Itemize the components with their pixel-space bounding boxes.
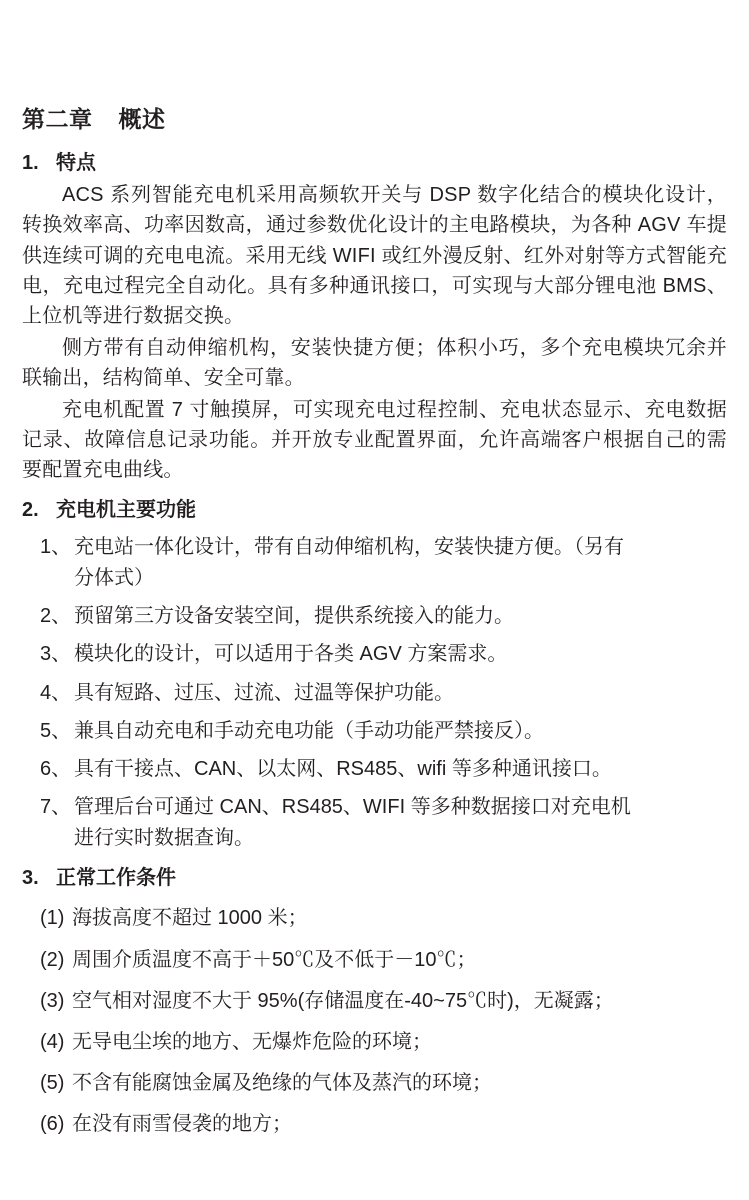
list-text: 兼具自动充电和手动充电功能（手动功能严禁接反）。 <box>74 719 544 742</box>
list-text: 预留第三方设备安装空间，提供系统接入的能力。 <box>74 605 514 628</box>
section-operating-conditions <box>22 864 727 1140</box>
section-title: 充电机主要功能 <box>56 498 196 521</box>
list-item <box>22 678 727 709</box>
list-marker: (2) <box>40 948 65 971</box>
list-text <box>74 532 727 594</box>
list-item <box>22 754 727 785</box>
list-item <box>22 1109 727 1140</box>
list-item <box>22 903 727 934</box>
list-text-line: 管理后台可通过 CAN、RS485、WIFI 等多种数据接口对充电机 <box>74 796 631 819</box>
list-text: 具有短路、过压、过流、过温等保护功能。 <box>74 681 454 704</box>
list-item <box>22 792 727 854</box>
paragraph: 充电机配置 7 寸触摸屏，可实现充电过程控制、充电状态显示、充电数据记录、故障信息记录功能。并开放专业配置界面，允许高端客户根据自己的需要配置充电曲线。 <box>22 398 727 482</box>
page-title <box>22 105 727 135</box>
list-text: 不含有能腐蚀金属及绝缘的气体及蒸汽的环境； <box>72 1072 492 1095</box>
function-list <box>22 532 727 855</box>
paragraph: 侧方带有自动伸缩机构，安装快捷方便；体积小巧，多个充电模块冗余并联输出，结构简单、安全可靠。 <box>22 336 727 390</box>
list-item <box>22 986 727 1017</box>
list-text: 具有干接点、CAN、以太网、RS485、wifi 等多种通讯接口。 <box>74 757 612 780</box>
list-item <box>22 639 727 670</box>
list-item <box>22 716 727 747</box>
list-marker: 5、 <box>40 719 72 742</box>
list-text: 海拔高度不超过 1000 米； <box>72 907 308 930</box>
list-item <box>22 532 727 594</box>
list-marker: (1) <box>40 907 65 930</box>
list-item <box>22 1068 727 1099</box>
section-title: 特点 <box>56 151 96 174</box>
list-marker: 6、 <box>40 757 72 780</box>
list-marker: (4) <box>40 1031 65 1054</box>
section-heading <box>22 149 727 178</box>
list-text: 在没有雨雪侵袭的地方； <box>72 1113 292 1136</box>
list-text: 无导电尘埃的地方、无爆炸危险的环境； <box>72 1031 432 1054</box>
section-number: 1. <box>22 151 39 174</box>
list-item <box>22 945 727 976</box>
section-main-functions <box>22 496 727 855</box>
list-text: 空气相对湿度不大于 95%(存储温度在-40~75℃时)，无凝露； <box>72 989 614 1012</box>
list-item <box>22 1027 727 1058</box>
list-text: 模块化的设计，可以适用于各类 AGV 方案需求。 <box>74 643 508 666</box>
list-marker: (5) <box>40 1072 65 1095</box>
chapter-number: 第二章 <box>22 106 93 132</box>
section-body <box>22 180 727 486</box>
list-marker: (6) <box>40 1113 65 1136</box>
list-marker: 2、 <box>40 605 72 628</box>
list-marker: 3、 <box>40 643 72 666</box>
section-features <box>22 149 727 486</box>
list-text-continuation: 进行实时数据查询。 <box>74 827 254 850</box>
list-marker: 4、 <box>40 681 72 704</box>
section-heading <box>22 496 727 525</box>
list-text: 周围介质温度不高于＋50℃及不低于－10℃； <box>72 948 477 971</box>
list-marker: 7、 <box>40 796 72 819</box>
list-marker: 1、 <box>40 535 72 558</box>
list-marker: (3) <box>40 989 65 1012</box>
chapter-title: 概述 <box>118 106 166 132</box>
section-heading <box>22 864 727 893</box>
list-text <box>74 792 727 854</box>
list-item <box>22 601 727 632</box>
list-text-continuation: 分体式） <box>74 566 154 589</box>
paragraph: ACS 系列智能充电机采用高频软开关与 DSP 数字化结合的模块化设计，转换效率高、功率因数高，通过参数优化设计的主电路模块，为各种 AGV 车提供连续可调的充电电流。采用无线 WIFI 或红外漫反射、红外对射等方式智能充电，充电过程完全自动化。具有多种通讯接口，可实现与大部分锂电池 BMS、上位机等进行数据交换。 <box>22 183 727 328</box>
section-number: 2. <box>22 498 39 521</box>
list-text-line: 充电站一体化设计，带有自动伸缩机构，安装快捷方便。（另有 <box>74 535 624 558</box>
section-title: 正常工作条件 <box>56 867 176 890</box>
section-number: 3. <box>22 867 39 890</box>
conditions-list <box>22 903 727 1140</box>
